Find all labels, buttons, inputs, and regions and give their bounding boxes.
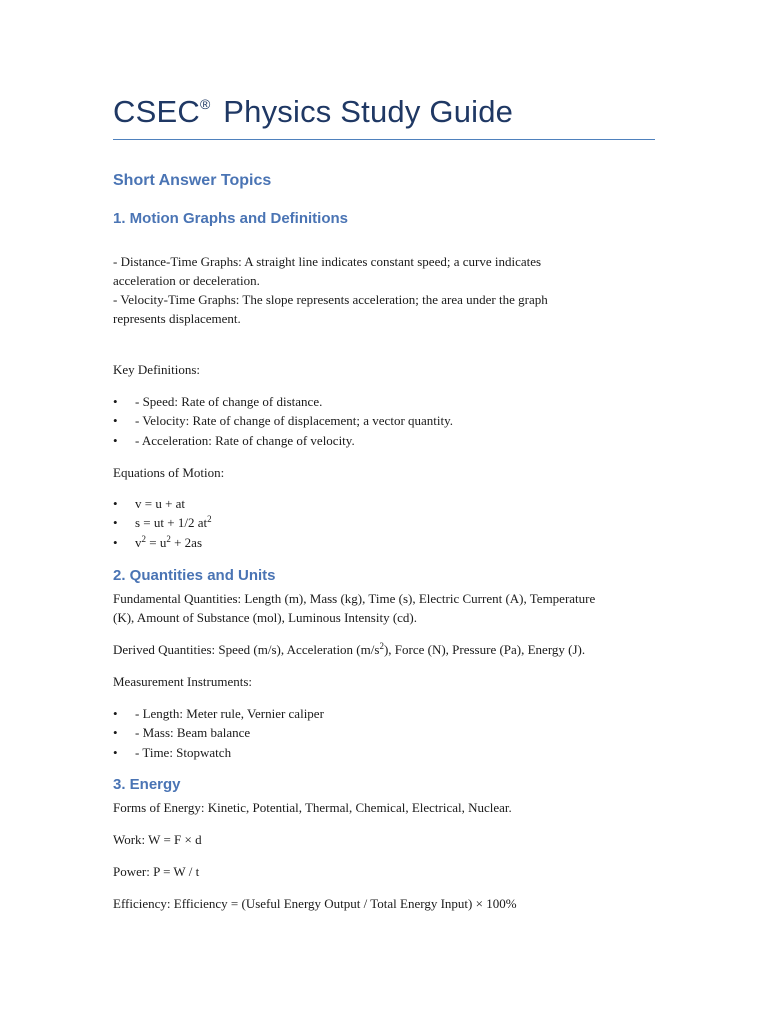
list-item: • - Mass: Beam balance [113, 723, 324, 742]
list-item: • - Acceleration: Rate of change of velocity. [113, 431, 453, 450]
bullet-icon: • [113, 432, 118, 448]
page-title [113, 94, 513, 130]
efficiency-formula: Efficiency: Efficiency = (Useful Energy Output / Total Energy Input) × 100% [113, 896, 517, 911]
instruments-list [113, 704, 324, 762]
list-item: • - Velocity: Rate of change of displacement; a vector quantity. [113, 411, 453, 430]
graphs-line: acceleration or deceleration. [113, 273, 260, 288]
bullet-icon: • [113, 534, 118, 550]
instruments-label: Measurement Instruments: [113, 674, 252, 689]
fundamental-quantities-paragraph: Fundamental Quantities: Length (m), Mass (kg), Time (s), Electric Current (A), Temperature (K), Amount of Substance (mol), Luminous Intensity (cd). [113, 591, 596, 625]
bullet-icon: • [113, 413, 118, 429]
graphs-line: - Distance-Time Graphs: A straight line indicates constant speed; a curve indicates [113, 254, 542, 269]
title-underline-rule [113, 139, 655, 140]
bullet-icon: • [113, 515, 118, 531]
list-item: • - Speed: Rate of change of distance. [113, 392, 453, 411]
title-rest: Physics Study Guide [223, 94, 514, 129]
section3-heading: 3. Energy [113, 776, 181, 793]
title-text: CSEC [113, 94, 200, 129]
bullet-icon: • [113, 706, 118, 721]
bullet-icon: • [113, 496, 118, 511]
derived-quantities-paragraph: Derived Quantities: Speed (m/s), Acceleration $(m/s^2)$, Force (N), Pressure (Pa), Energy (J). [113, 641, 586, 657]
bullet-icon: • [113, 744, 118, 760]
motion-graphs-paragraph [113, 252, 658, 328]
power-formula: Power: P = W / t [113, 864, 200, 879]
graphs-line: represents displacement. [113, 311, 241, 326]
definitions-list [113, 392, 453, 450]
equation-item: • $v^2 = u^2 + 2as$ [113, 533, 212, 552]
forms-of-energy: Forms of Energy: Kinetic, Potential, Thermal, Chemical, Electrical, Nuclear. [113, 800, 512, 815]
short-answer-heading: Short Answer Topics [113, 172, 272, 189]
list-item: • - Time: Stopwatch [113, 743, 324, 762]
bullet-icon: • [113, 725, 118, 741]
section2-heading: 2. Quantities and Units [113, 567, 276, 584]
equation-item: • s = ut + 1/2 $at^2$ [113, 513, 212, 532]
section1-heading: 1. Motion Graphs and Definitions [113, 210, 349, 227]
equations-list [113, 494, 212, 552]
equations-label: Equations of Motion: [113, 465, 225, 480]
registered-mark: ® [199, 96, 211, 112]
list-item: • - Length: Meter rule, Vernier caliper [113, 704, 324, 723]
work-formula: Work: W = F × d [113, 832, 202, 847]
graphs-line: - Velocity-Time Graphs: The slope represents acceleration; the area under the graph [113, 292, 548, 307]
key-definitions-label: Key Definitions: [113, 362, 201, 377]
bullet-icon: • [113, 394, 118, 409]
equation-item: • v = u + at [113, 494, 212, 513]
